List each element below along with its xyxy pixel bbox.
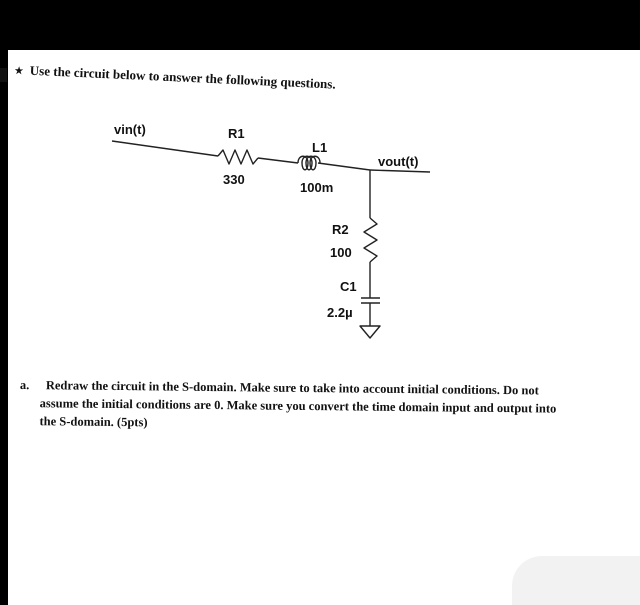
resistor-r1-symbol xyxy=(218,150,258,164)
output-label: vout(t) xyxy=(378,154,419,169)
l1-name-label: L1 xyxy=(312,140,328,155)
r2-name-label: R2 xyxy=(332,222,349,237)
question-a-label: a. xyxy=(19,377,30,393)
corner-overlay xyxy=(512,556,640,605)
inductor-l1-symbol xyxy=(298,156,320,170)
l1-value-label: 100m xyxy=(300,180,334,195)
input-label: vin(t) xyxy=(114,122,146,137)
question-a-line2: assume the initial conditions are 0. Make sure you convert the time domain input and output into xyxy=(39,396,557,416)
question-a-line3: the S-domain. (5pts) xyxy=(39,414,148,430)
r1-name-label: R1 xyxy=(228,126,245,141)
resistor-r2-symbol xyxy=(364,218,377,262)
input-wire xyxy=(112,141,218,156)
heading-text: Use the circuit below to answer the following questions. xyxy=(29,62,337,92)
wire-r1-l1 xyxy=(258,158,298,163)
c1-name-label: C1 xyxy=(340,279,357,294)
r2-value-label: 100 xyxy=(330,245,352,260)
question-a xyxy=(19,376,620,436)
r1-value-label: 330 xyxy=(223,172,245,187)
c1-value-label: 2.2µ xyxy=(327,305,353,320)
wire-l1-node xyxy=(318,163,370,170)
bullet-icon: ★ xyxy=(13,65,25,78)
output-wire xyxy=(370,170,430,172)
ground-icon xyxy=(360,326,380,338)
question-a-line1: Redraw the circuit in the S-domain. Make sure to take into account initial conditions. Do not xyxy=(45,378,539,398)
